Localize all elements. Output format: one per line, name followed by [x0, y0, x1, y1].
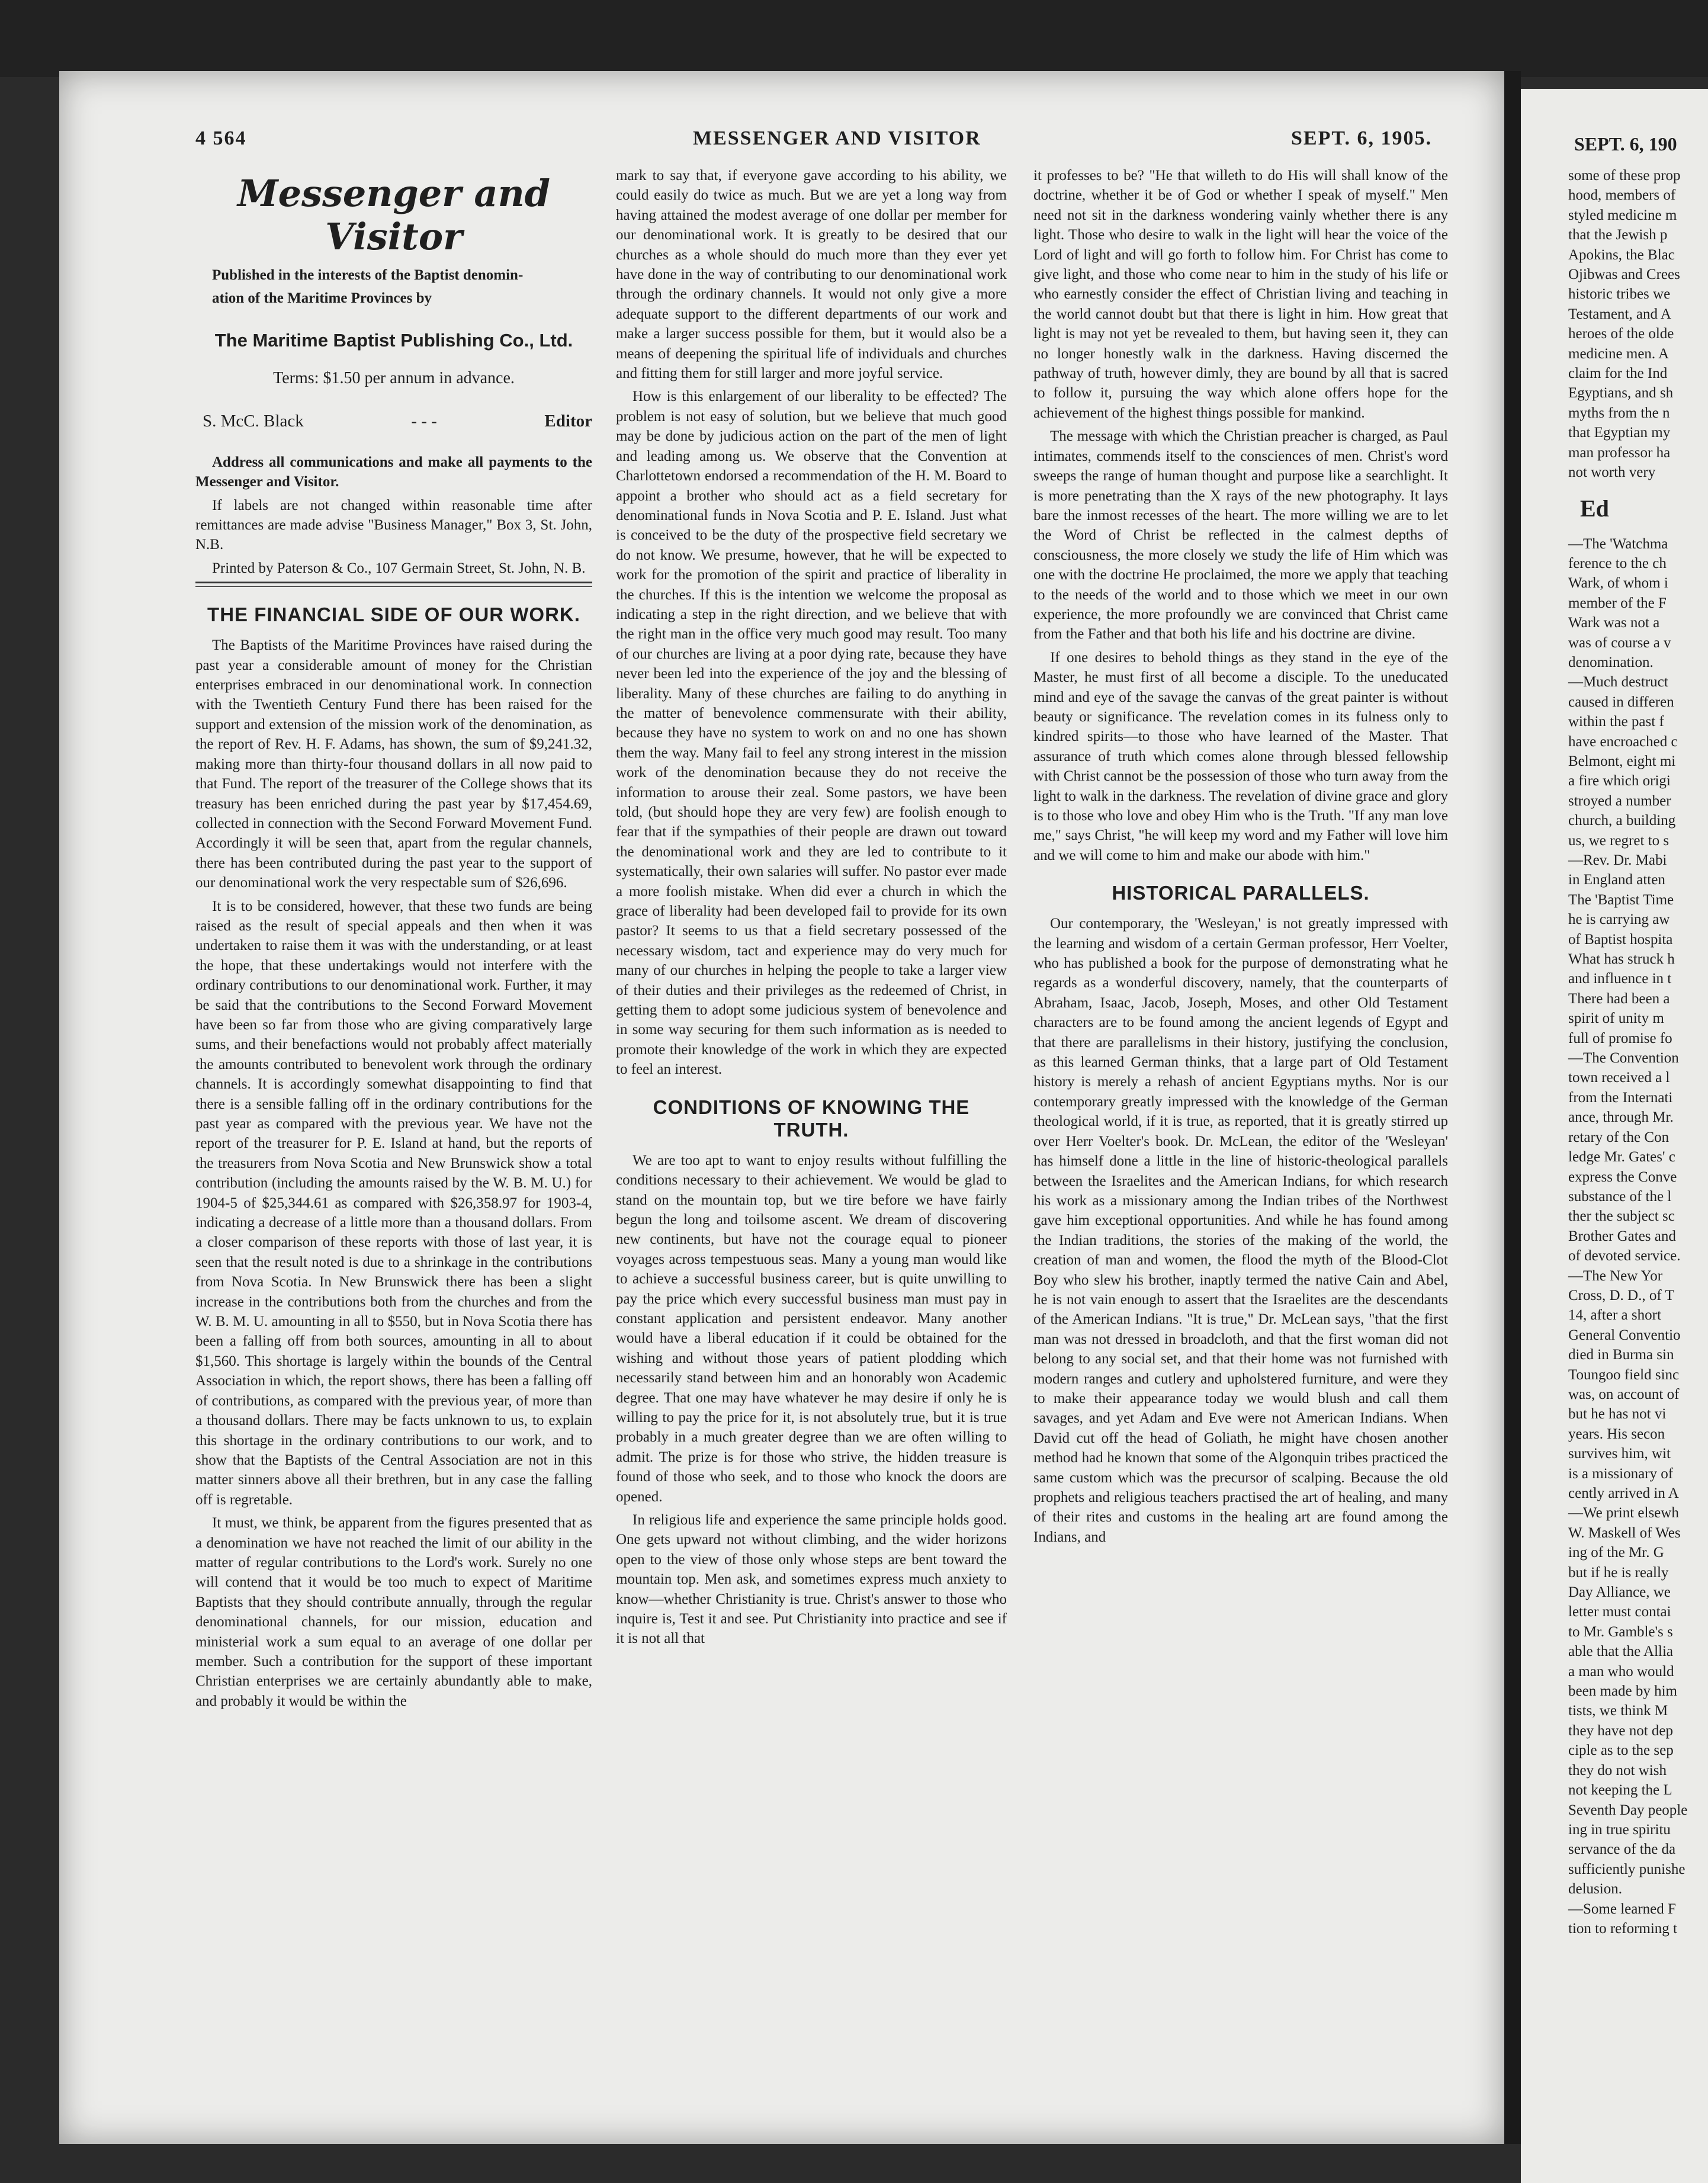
adjacent-line: cently arrived in A: [1568, 1485, 1679, 1501]
article-paragraph: In religious life and experience the same principle holds good. One gets upward not without climbing, and the wider horizons open to the view of those only whose steps are bent toward the mountain top. Men ask, and sometimes express much anxiety to know—whether Christianity is true. Christ's answer to those who inquire is, Test it and see. Put Christianity into practice and see if it is not all that: [616, 1512, 1007, 1647]
adjacent-line: Seventh Day people: [1568, 1802, 1688, 1818]
adjacent-page: [1521, 89, 1708, 2183]
adjacent-line: Ojibwas and Crees: [1568, 267, 1680, 283]
editor-label: Editor: [544, 411, 592, 431]
adjacent-line: What has struck h: [1568, 951, 1675, 968]
column-2: [616, 166, 1007, 2091]
article-paragraph: The Baptists of the Maritime Provinces have raised during the past year a considerable amount of money for the Christian enterprises embraced in our denominational work. In connection with the Twentieth Century Fund there has been raised for the support and extension of the mission work of the denomination, as the report of Rev. H. F. Adams, has shown, the sum of $9,241.32, making more than thirty-four thousand dollars in all now paid to that Fund. The report of the treasurer of the College shows that its treasury has been enriched during the past year by $17,454.69, collected in connection with the Second Forward Movement Fund. Accordingly it will be seen that, apart from the regular channels, there has been contributed during the past year to the support of our denominational work the very respectable sum of $26,696.: [195, 637, 592, 891]
adjacent-line: There had been a: [1568, 990, 1670, 1007]
address-notice: Address all communications and make all payments to the Messenger and Visitor.: [195, 454, 592, 490]
adjacent-line: but if he is really: [1568, 1564, 1669, 1581]
masthead-rule: [195, 582, 592, 587]
article-heading-conditions: CONDITIONS OF KNOWING THE TRUTH.: [653, 1096, 970, 1141]
adjacent-page-date: SEPT. 6, 190: [1574, 133, 1677, 155]
masthead-title: Messenger and Visitor: [237, 172, 551, 258]
adjacent-line: been made by him: [1568, 1683, 1677, 1700]
adjacent-page-text: [1568, 166, 1708, 1938]
article-paragraph: Our contemporary, the 'Wesleyan,' is not greatly impressed with the learning and wisdom of a certain German professor, Herr Voelter, who has published a book for the purpose of demonstrating what he regards as a wonderful discovery, namely, that the counterparts of Abraham, Isaac, Jacob, Joseph, Moses, and other Old Testament characters are to be found among the ancient legends of Egypt and that there are parallelisms in their history, justifying the conclusion, as this learned German thinks, that a large part of Old Testament history is merely a rehash of ancient Egyptians myths. Nor is our contemporary greatly impressed with the knowledge of the German theological world, if it is true, as reported, that it is greatly stirred up over Herr Voelter's book. Dr. McLean, the editor of the 'Wesleyan' has himself done a little in the line of historic-theological parallels between the Israelites and the American Indians, for which research his work as a missionary among the Indian tribes of the Northwest gave him exceptional opportunities. And while he has found among the Indian traditions, the stories of the making of the world, the creation of man and women, the flood the myth of the Blood-Clot Boy who slew his brother, inaptly termed the native Cain and Abel, he is not vain enough to assert that the Israelites are the descendants of the American Indians. "It is true," Dr. McLean says, "that the first man was not dressed in broadcloth, and that the first woman did not belong to any social set, and that their home was not furnished with modern ranges and cutlery and upholstered furniture, and were they to make their appearance today we would blush and call them savages, and yet Adam and Eve were not American Indians. When David cut off the head of Goliath, he might have chosen another method had he known that some of the Algonquin tribes practiced the same custom which was the precursor of scalping. Because the old prophets and religious teachers practised the art of healing, and many of their rites and customs in the healing art are found among the Indians, and: [1033, 916, 1448, 1545]
article-paragraph: If one desires to behold things as they stand in the eye of the Master, he must first of all become a disciple. To the uneducated mind and eye of the savage the canvas of the great painter is without beauty or significance. The revelation comes in its fulness only to kindred spirits—to those who have learned of the Master. That assurance of truth which comes alone through blessed fellowship with Christ cannot be the possession of those who turn away from the light to walk in the darkness. The revelation of divine grace and glory is to those who love and obey Him who is the Truth. "If any man love me," says Christ, "he will keep my word and my Father will love him and we will come to him and make our abode with him.": [1033, 649, 1448, 863]
adjacent-line: years. His secon: [1568, 1426, 1665, 1442]
adjacent-line: in England atten: [1568, 872, 1665, 888]
article-paragraph: It is to be considered, however, that these two funds are being raised as the result of special appeals and then when it was undertaken to raise them it was with the understanding, or at least the hope, that these undertakings would not interfere with the ordinary contributions to our denominational work. Further, it may be said that the contributions to the Second Forward Movement have been so far from those who are giving comparatively large sums, and their benefactions would not probably affect materially the amounts contributed to benevolent work through the ordinary channels. It is accordingly somewhat disappointing to find that there is a sensible falling off in the ordinary contributions for the past year as compared with the previous year. We have not the report of the treasurer for P. E. Island at hand, but the reports of the treasurers from Nova Scotia and New Brunswick show a total contribution (including the amounts raised by the W. B. M. U.) for 1904-5 of $25,344.61 as compared with $26,358.97 for 1903-4, indicating a decrease of a little more than a thousand dollars. From a closer comparison of these reports with those of last year, it is seen that the result noted is due to a shrinkage in the contributions from Nova Scotia. In New Brunswick there has been a slight increase in the contributions both from the churches and from the W. B. M. U. amounting in all to $550, but in Nova Scotia there has been a falling off from both sources, amounting in all to about $1,560. This shortage is largely within the bounds of the Central Association in which, the report shows, there has been a falling off of contributions, as compared with the previous year, of more than a thousand dollars. There may be facts unknown to us, to explain this shortage in the ordinary contributions to our work, and to show that the Baptists of the Central Association are not in this matter sinners above all their brethren, but in any case the falling off is regretable.: [195, 898, 592, 1508]
adjacent-line: Apokins, the Blac: [1568, 246, 1675, 263]
article-heading-financial: THE FINANCIAL SIDE OF OUR WORK.: [207, 603, 580, 626]
adjacent-line: claim for the Ind: [1568, 365, 1668, 382]
adjacent-line: tists, we think M: [1568, 1703, 1668, 1719]
adjacent-line: within the past f: [1568, 714, 1664, 730]
adjacent-line: died in Burma sin: [1568, 1347, 1674, 1363]
adjacent-line: they have not dep: [1568, 1722, 1674, 1739]
adjacent-line: was, on account of: [1568, 1386, 1680, 1402]
adjacent-line: The 'Baptist Time: [1568, 891, 1674, 908]
adjacent-line: is a missionary of: [1568, 1465, 1674, 1482]
article-paragraph: The message with which the Christian preacher is charged, as Paul intimates, commends itself to the consciences of men. Christ's word sweeps the range of human thought and purpose like a searchlight. It is more penetrating than the X rays of the new photography. It lays bare the inmost recesses of the heart. The more willing we are to let the Word of Christ be reflected in the calmest depths of consciousness, the more closely we study the life of Him which was one with the doctrine He proclaimed, the more we apply that teaching to the needs of the world and to those which we meet in our own experience, the more profoundly we are convinced that Christ came from the Father and that both his life and his doctrine are divine.: [1033, 428, 1448, 643]
adjacent-line: stroyed a number: [1568, 792, 1671, 809]
editor-name: S. McC. Black: [203, 411, 304, 431]
adjacent-line: Toungoo field sinc: [1568, 1366, 1680, 1383]
adjacent-line: that Egyptian my: [1568, 425, 1671, 441]
adjacent-line: not worth very: [1568, 464, 1656, 481]
column-3: [1033, 166, 1448, 2091]
scan-border-top: [0, 0, 1708, 77]
column-1: [195, 166, 592, 2091]
article-paragraph: It must, we think, be apparent from the figures presented that as a denomination we have not reached the limit of our ability in the matter of regular contributions to the Lord's work. Surely no one will contend that it would be too much to expect of Maritime Baptists that they should contribute annually, through the regular denominational channels, for our mission, education and ministerial work a sum equal to an average of one dollar per member. Such a contribution for the support of these important Christian enterprises we are certainly abundantly able to make, and probably it would be within the: [195, 1515, 592, 1709]
adjacent-line: W. Maskell of Wes: [1568, 1524, 1681, 1541]
adjacent-line: Wark was not a: [1568, 615, 1660, 631]
adjacent-line: he is carrying aw: [1568, 911, 1670, 928]
adjacent-line: ing of the Mr. G: [1568, 1545, 1664, 1561]
adjacent-line: but he has not vi: [1568, 1406, 1667, 1423]
editor-dashes: - - -: [411, 411, 437, 431]
adjacent-line: substance of the l: [1568, 1188, 1672, 1205]
adjacent-line: myths from the n: [1568, 405, 1670, 421]
adjacent-line: —Some learned F: [1568, 1901, 1676, 1917]
adjacent-line: Wark, of whom i: [1568, 575, 1668, 592]
adjacent-line: member of the F: [1568, 595, 1667, 611]
page-gutter: [1504, 71, 1521, 2144]
adjacent-line: Day Alliance, we: [1568, 1584, 1671, 1601]
adjacent-line: hood, members of: [1568, 187, 1676, 204]
adjacent-line: some of these prop: [1568, 168, 1681, 184]
adjacent-line: Egyptians, and sh: [1568, 385, 1674, 402]
adjacent-line: Belmont, eight mi: [1568, 753, 1676, 769]
adjacent-line: man professor ha: [1568, 444, 1671, 461]
adjacent-line: town received a l: [1568, 1070, 1670, 1086]
adjacent-line: ledge Mr. Gates' c: [1568, 1149, 1675, 1166]
adjacent-line: church, a building: [1568, 813, 1676, 829]
adjacent-line: that the Jewish p: [1568, 227, 1668, 243]
adjacent-line: not keeping the L: [1568, 1782, 1672, 1799]
adjacent-line: us, we regret to s: [1568, 832, 1670, 849]
adjacent-line: styled medicine m: [1568, 207, 1677, 223]
adjacent-line: spirit of unity m: [1568, 1010, 1664, 1027]
adjacent-line: —We print elsewh: [1568, 1505, 1679, 1521]
article-paragraph: mark to say that, if everyone gave according to his ability, we could easily do twice as much. But we are yet a long way from having attained the modest average of one dollar per member for our denominational work. It is greatly to be desired that our churches as a whole should do much more than they ever yet have done in the way of contributing to our denominational work through the ordinary channels. It would not only give a more adequate support to the different departments of our work and make a larger success possible for them, but it would also be a means of deepening the spiritual life of individuals and churches and fitting them for still larger and more joyful service.: [616, 168, 1007, 382]
adjacent-line: to Mr. Gamble's s: [1568, 1623, 1673, 1640]
adjacent-line: Cross, D. D., of T: [1568, 1287, 1674, 1304]
adjacent-line: caused in differen: [1568, 694, 1674, 710]
masthead-line-2: ation of the Maritime Provinces by: [212, 290, 432, 307]
adjacent-line: they do not wish: [1568, 1762, 1667, 1778]
adjacent-line: denomination.: [1568, 654, 1654, 670]
adjacent-line: retary of the Con: [1568, 1129, 1670, 1145]
adjacent-line: —The Convention: [1568, 1050, 1679, 1067]
adjacent-line: ciple as to the sep: [1568, 1742, 1674, 1759]
subscription-terms: Terms: $1.50 per annum in advance.: [273, 368, 515, 387]
page-number: 4 564: [195, 127, 247, 149]
article-heading-historical: HISTORICAL PARALLELS.: [1112, 882, 1370, 904]
adjacent-line: —Much destruct: [1568, 674, 1668, 691]
adjacent-line: ference to the ch: [1568, 555, 1667, 572]
adjacent-line: express the Conve: [1568, 1168, 1677, 1185]
adjacent-line: of devoted service.: [1568, 1248, 1681, 1264]
adjacent-line: medicine men. A: [1568, 345, 1670, 362]
running-head-date: SEPT. 6, 1905.: [1291, 127, 1433, 149]
adjacent-line: was of course a v: [1568, 634, 1671, 651]
article-paragraph: How is this enlargement of our liberality to be effected? The problem is not easy of solution, but we believe that much good may be done by judicious action on the part of the men of light and leading among us. We observe that the Convention at Charlottetown endorsed a recommendation of the H. M. Board to appoint a brother who should act as a field secretary for denominational funds in Nova Scotia and P. E. Island. Just what is conceived to be the duty of the prospective field secretary we do not know. We presume, however, that he will be expected to work for the promotion of the spirit and practice of liberality in the churches. If this is the intention we welcome the proposal as indicating a step in the right direction, and we believe that with the right man in the office very much good may result. Too many of our churches are living at a poor dying rate, because they have never been led into the experience of the joy and the blessing of liberality. Many of these churches are failing to do anything in the matter of benevolence commensurate with their ability, because they have no system to work on and no one has shown them the way. Many fail to feel any strong interest in the mission work of the denomination because they do not receive the information to arouse their zeal. Some pastors, we have been told, (but should hope they are very few) are foolish enough to fear that if the sympathies of their people are drawn out toward the denominational work and they are led to contribute to it systematically, their own salaries will suffer. No pastor ever made a more foolish mistake. When did ever a church in which the grace of liberality had been developed fail to provide for its own pastor? It seems to us that a field secretary possessed of the necessary wisdom, tact and experience may do very much for many of our churches in helping the people to take a larger view of their duties and their privileges as the redeemed of Christ, in getting them to adopt some judicious system of benevolence and in some way securing for them such information as is needed to promote their knowledge of the work in which they are expected to feel an interest.: [616, 389, 1007, 1078]
adjacent-line: —Rev. Dr. Mabi: [1568, 852, 1667, 868]
adjacent-line: —The 'Watchma: [1568, 535, 1668, 552]
adjacent-line: delusion.: [1568, 1881, 1622, 1898]
adjacent-line: ance, through Mr.: [1568, 1109, 1674, 1126]
running-head-title: MESSENGER AND VISITOR: [693, 127, 981, 149]
adjacent-line: 14, after a short: [1568, 1307, 1661, 1324]
adjacent-line: from the Internati: [1568, 1089, 1673, 1106]
printer-imprint: Printed by Paterson & Co., 107 Germain Street, St. John, N. B.: [212, 560, 586, 576]
adjacent-line: sufficiently punishe: [1568, 1861, 1685, 1877]
adjacent-line: full of promise fo: [1568, 1030, 1672, 1046]
labels-notice: If labels are not changed within reasonable time after remittances are made advise "Business Manager," Box 3, St. John, N.B.: [195, 497, 592, 553]
adjacent-line: a fire which origi: [1568, 773, 1671, 789]
adjacent-line: ing in true spiritu: [1568, 1821, 1671, 1838]
adjacent-line: General Conventio: [1568, 1327, 1681, 1343]
adjacent-line: tion to reforming t: [1568, 1920, 1677, 1937]
article-paragraph: it professes to be? "He that willeth to do His will shall know of the doctrine, whether it be of God or whether I speak of myself." Men need not sit in the darkness wondering vainly whether there is any light. Those who desire to walk in the light will hear the voice of the Lord of light and will go forth to follow him. For Christ has come to give light, and those who come near to him in the study of his life or who earnestly consider the effect of Christian living and teaching in the world cannot doubt but that there is light in him. How great that light is may not yet be revealed to them, but having seen it, they can no longer honestly walk in the darkness. Having discerned the pathway of truth, however dimly, they are bound by all that is sacred to follow it, pursuing the way which alone offers hope for the achievement of the highest things possible for mankind.: [1033, 168, 1448, 421]
adjacent-line: ther the subject sc: [1568, 1208, 1675, 1225]
adjacent-line: —The New Yor: [1568, 1267, 1663, 1284]
adjacent-line: and influence in t: [1568, 971, 1672, 987]
adjacent-line: servance of the da: [1568, 1841, 1676, 1858]
adjacent-line: letter must contai: [1568, 1604, 1671, 1620]
adjacent-editorial-heading: Ed: [1580, 495, 1609, 522]
publisher-name: The Maritime Baptist Publishing Co., Ltd.: [214, 329, 573, 351]
adjacent-line: Testament, and A: [1568, 306, 1671, 322]
adjacent-line: have encroached c: [1568, 733, 1678, 750]
masthead-line-1: Published in the interests of the Baptist denomin-: [212, 267, 524, 283]
adjacent-line: Brother Gates and: [1568, 1228, 1676, 1244]
adjacent-line: of Baptist hospita: [1568, 931, 1673, 948]
adjacent-line: heroes of the olde: [1568, 326, 1674, 342]
adjacent-line: able that the Allia: [1568, 1643, 1674, 1660]
adjacent-line: historic tribes we: [1568, 286, 1671, 303]
adjacent-line: a man who would: [1568, 1663, 1674, 1680]
article-paragraph: We are too apt to want to enjoy results without fulfilling the conditions necessary to their achievement. We would be glad to stand on the mountain top, but we tire before we have fairly begun the long and toilsome ascent. We dream of discovering new continents, but have not the courage equal to pioneer voyages across tempestuous seas. Many a young man would like to achieve a successful business career, but is quite unwilling to pay the price which every successful business man must pay in constant application and persistent endeavor. Many another would have a liberal education if it could be obtained for the wishing and without those years of patient plodding which necessarily stand between him and an honorably won Academic degree. That one may have whatever he may desire if only he is willing to pay the price for it, is not absolutely true, but it is true probably in a much greater degree than we are often willing to admit. The prize is for those who strive, the hidden treasure is found of those who seek, and to those who knock the doors are opened.: [616, 1152, 1007, 1505]
adjacent-line: survives him, wit: [1568, 1446, 1671, 1462]
editor-line: [203, 412, 592, 431]
